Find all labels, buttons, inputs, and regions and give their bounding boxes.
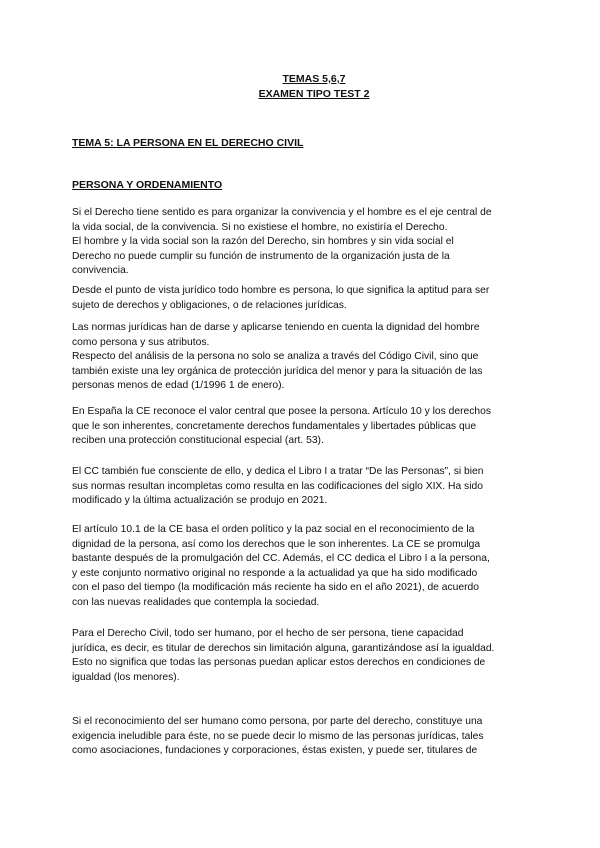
paragraph-espana-ce <box>72 405 534 449</box>
paragraph-punto-de-vista-juridico <box>72 284 534 313</box>
document-heading-temas: TEMAS 5,6,7 <box>282 73 346 85</box>
text-line: bastante después de la promulgación del CC. Además, el CC dedica el Libro I a la persona, <box>72 553 490 565</box>
text-line: reciben una protección constitucional especial (art. 53). <box>72 435 324 447</box>
text-line: El hombre y la vida social son la razón del Derecho, sin hombres y sin vida social el <box>72 236 454 248</box>
text-line: En España la CE reconoce el valor central que posee la persona. Artículo 10 y los derechos <box>72 406 491 417</box>
paragraph-normas-juridicas <box>72 321 534 394</box>
text-line: convivencia. <box>72 265 129 277</box>
text-line: Respecto del análisis de la persona no solo se analiza a través del Código Civil, sino que <box>72 351 479 363</box>
text-line: igualdad (los menores). <box>72 671 180 683</box>
text-line: Derecho no puede cumplir su función de instrumento de la organización justa de la <box>72 250 450 262</box>
text-line: modificado y la última actualización se produjo en 2021. <box>72 495 328 507</box>
text-line: sus normas resultan incompletas como resulta en las codificaciones del siglo XIX. Ha sido <box>72 480 483 492</box>
text-line: Esto no significa que todas las personas puedan aplicar estos derechos en condiciones de <box>72 657 486 669</box>
paragraph-cc-libro-i <box>72 465 534 509</box>
text-line: Si el Derecho tiene sentido es para organizar la convivencia y el hombre es el eje central de <box>72 207 492 218</box>
text-line: Si el reconocimiento del ser humano como persona, por parte del derecho, constituye una <box>72 716 483 727</box>
text-line: exigencia ineludible para éste, no se puede decir lo mismo de las personas jurídicas, tales <box>72 730 484 742</box>
text-line: sujeto de derechos y obligaciones, o de relaciones jurídicas. <box>72 299 347 311</box>
text-line: con el paso del tiempo (la modificación más reciente ha sido en el año 2021), de acuerdo <box>72 582 479 594</box>
paragraph-derecho-convivencia <box>72 206 534 279</box>
paragraph-derecho-civil-capacidad <box>72 627 534 685</box>
text-line: Las normas jurídicas han de darse y aplicarse teniendo en cuenta la dignidad del hombre <box>72 322 480 333</box>
text-line: Para el Derecho Civil, todo ser humano, por el hecho de ser persona, tiene capacidad <box>72 628 464 639</box>
text-line: que le son inherentes, concretamente derechos fundamentales y libertades públicas que <box>72 420 477 432</box>
text-line: como asociaciones, fundaciones y corporaciones, éstas existen, y puede ser, titulares de <box>72 745 478 757</box>
text-line: Desde el punto de vista jurídico todo hombre es persona, lo que significa la aptitud para ser <box>72 285 490 296</box>
section-title-tema5: TEMA 5: LA PERSONA EN EL DERECHO CIVIL <box>72 137 304 149</box>
subsection-title-persona-ordenamiento: PERSONA Y ORDENAMIENTO <box>72 179 223 191</box>
paragraph-articulo-10-1 <box>72 523 534 611</box>
text-line: El CC también fue consciente de ello, y dedica el Libro I a tratar “De las Personas”, si bien <box>72 466 484 477</box>
text-line: también existe una ley orgánica de protección jurídica del menor y para la situación de las <box>72 365 483 377</box>
text-line: y este conjunto normativo original no responde a la actualidad ya que ha sido modificado <box>72 567 478 579</box>
text-line: El artículo 10.1 de la CE basa el orden político y la paz social en el reconocimiento de la <box>72 524 475 535</box>
text-line: la vida social, de la convivencia. Si no existiese el hombre, no existiría el Derecho. <box>72 221 448 233</box>
text-line: con las nuevas realidades que contempla la sociedad. <box>72 596 320 608</box>
text-line: jurídica, es decir, es titular de derechos sin limitación alguna, garantizándose así la igualdad. <box>72 642 495 654</box>
text-line: dignidad de la persona, así como los derechos que le son inherentes. La CE se promulga <box>72 538 481 550</box>
paragraph-personas-juridicas <box>72 715 534 759</box>
document-heading-examen: EXAMEN TIPO TEST 2 <box>258 88 370 100</box>
text-line: personas menos de edad (1/1996 1 de enero). <box>72 380 285 392</box>
text-line: como persona y sus atributos. <box>72 336 210 348</box>
